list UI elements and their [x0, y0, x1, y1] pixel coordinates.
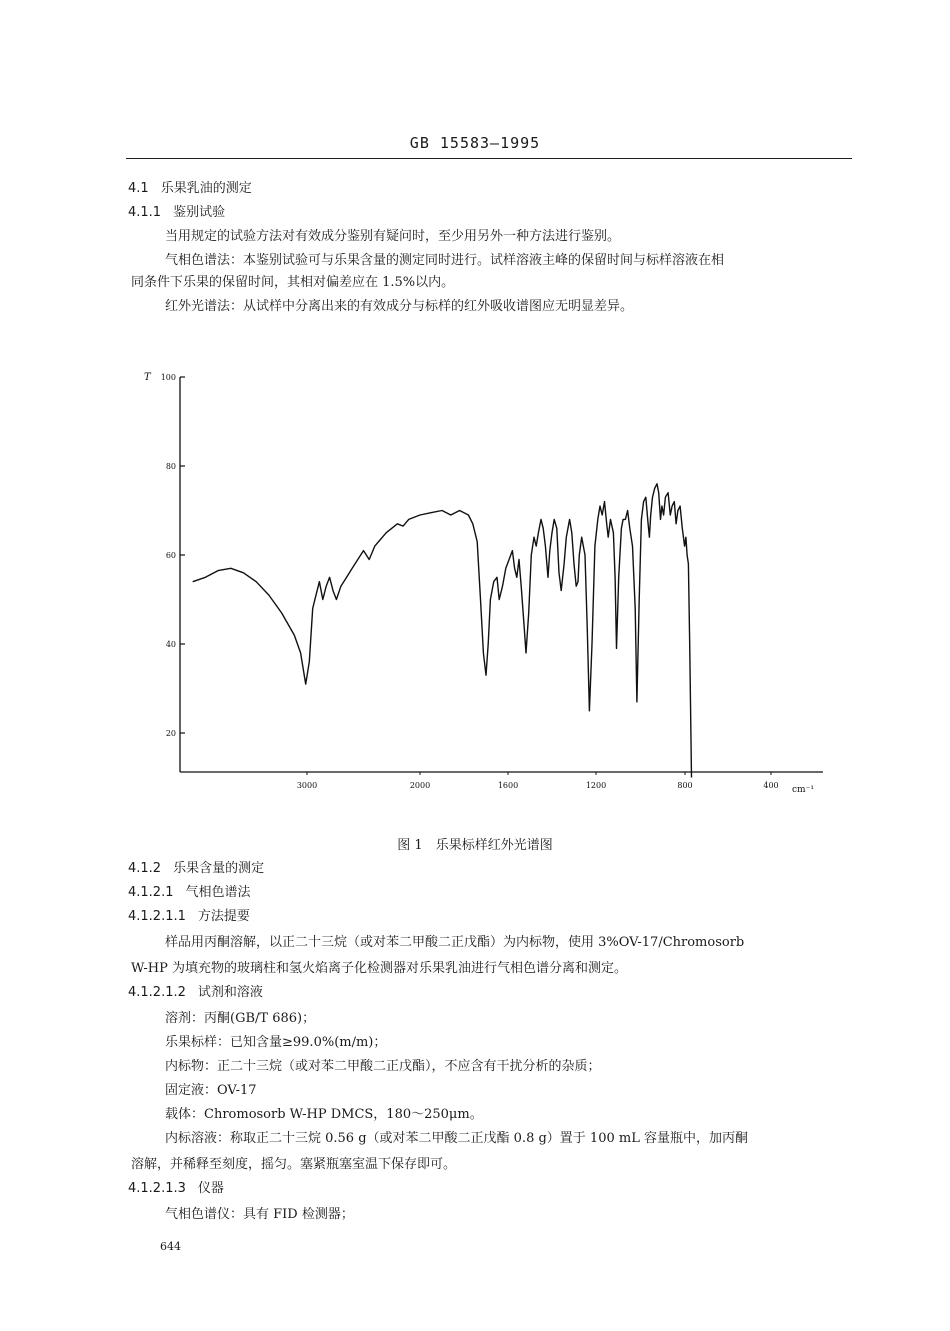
x-tick-label: 400: [763, 781, 779, 790]
reagent-line: 内标物：正二十三烷（或对苯二甲酸二正戊酯），不应含有干扰分析的杂质；: [165, 1059, 601, 1074]
reagent-line: 乐果标样：已知含量≥99.0%(m/m)；: [165, 1035, 387, 1050]
section-heading-4-1: [128, 180, 252, 198]
x-axis-unit-label: cm⁻¹: [792, 785, 814, 795]
section-title: 鉴别试验: [173, 205, 226, 220]
y-tick-label: 80: [165, 462, 176, 471]
x-tick-label: 800: [677, 781, 693, 790]
paragraph-line: 同条件下乐果的保留时间，其相对偏差应在 1.5%以内。: [131, 275, 455, 290]
x-tick-label: 3000: [296, 781, 318, 790]
standard-number-header: GB 15583—1995: [409, 134, 541, 152]
y-tick-label: 40: [165, 640, 176, 649]
y-axis-label: T: [144, 372, 151, 383]
section-heading-4-1-2-1-2: [128, 984, 263, 1002]
x-tick-label: 2000: [409, 781, 431, 790]
reagent-line: 溶解，并稀释至刻度，摇匀。塞紧瓶塞室温下保存即可。: [131, 1157, 457, 1172]
section-number: 4.1.2.1.3: [128, 1181, 186, 1196]
section-number: 4.1: [128, 181, 149, 196]
section-title: 乐果含量的测定: [173, 861, 265, 876]
paragraph-line: 气相色谱法：本鉴别试验可与乐果含量的测定同时进行。试样溶液主峰的保留时间与标样溶液在相: [165, 253, 725, 268]
section-title: 试剂和溶液: [197, 985, 263, 1000]
page-number: 644: [160, 1240, 181, 1253]
section-heading-4-1-2-1-1: [128, 908, 250, 926]
section-number: 4.1.2.1: [128, 885, 174, 900]
reagent-line: 内标溶液：称取正二十三烷 0.56 g（或对苯二甲酸二正戊酯 0.8 g）置于 100 mL 容量瓶中，加丙酮: [165, 1131, 748, 1146]
section-title: 方法提要: [197, 909, 250, 924]
section-number: 4.1.1: [128, 205, 162, 220]
y-tick-label: 100: [160, 373, 176, 382]
instrument-line: 气相色谱仪：具有 FID 检测器；: [165, 1207, 354, 1222]
section-number: 4.1.2.1.2: [128, 985, 186, 1000]
x-tick-label: 1200: [585, 781, 607, 790]
section-title: 仪器: [197, 1181, 224, 1196]
section-heading-4-1-2-1: [128, 884, 251, 902]
reagent-line: 溶剂：丙酮(GB/T 686)；: [165, 1011, 316, 1026]
figure-title: 乐果标样红外光谱图: [435, 838, 553, 853]
reagent-line: 固定液：OV-17: [165, 1083, 257, 1098]
paragraph-line: W-HP 为填充物的玻璃柱和氢火焰离子化检测器对乐果乳油进行气相色谱分离和测定。: [131, 961, 628, 976]
figure-caption: [0, 834, 950, 853]
section-title: 气相色谱法: [185, 885, 251, 900]
reagent-line: 载体：Chromosorb W-HP DMCS，180～250μm。: [165, 1107, 483, 1122]
section-title: 乐果乳油的测定: [160, 181, 252, 196]
figure-label: 图 1: [397, 838, 423, 853]
paragraph-line: 样品用丙酮溶解，以正二十三烷（或对苯二甲酸二正戊酯）为内标物，使用 3%OV-17/Chromosorb: [165, 935, 745, 950]
paragraph-line: 红外光谱法：从试样中分离出来的有效成分与标样的红外吸收谱图应无明显差异。: [165, 299, 634, 314]
section-heading-4-1-1: [128, 204, 225, 222]
ir-spectrum-figure: [130, 360, 830, 810]
section-number: 4.1.2.1.1: [128, 909, 186, 924]
x-tick-label: 1600: [497, 781, 519, 790]
spectrum-line: [193, 484, 692, 778]
section-heading-4-1-2: [128, 860, 264, 878]
section-heading-4-1-2-1-3: [128, 1180, 224, 1198]
y-tick-label: 20: [165, 729, 176, 738]
section-number: 4.1.2: [128, 861, 162, 876]
y-tick-label: 60: [165, 551, 176, 560]
ir-spectrum-chart: [130, 360, 830, 810]
paragraph-line: 当用规定的试验方法对有效成分鉴别有疑问时，至少用另外一种方法进行鉴别。: [165, 229, 621, 244]
header-rule: [126, 158, 852, 159]
